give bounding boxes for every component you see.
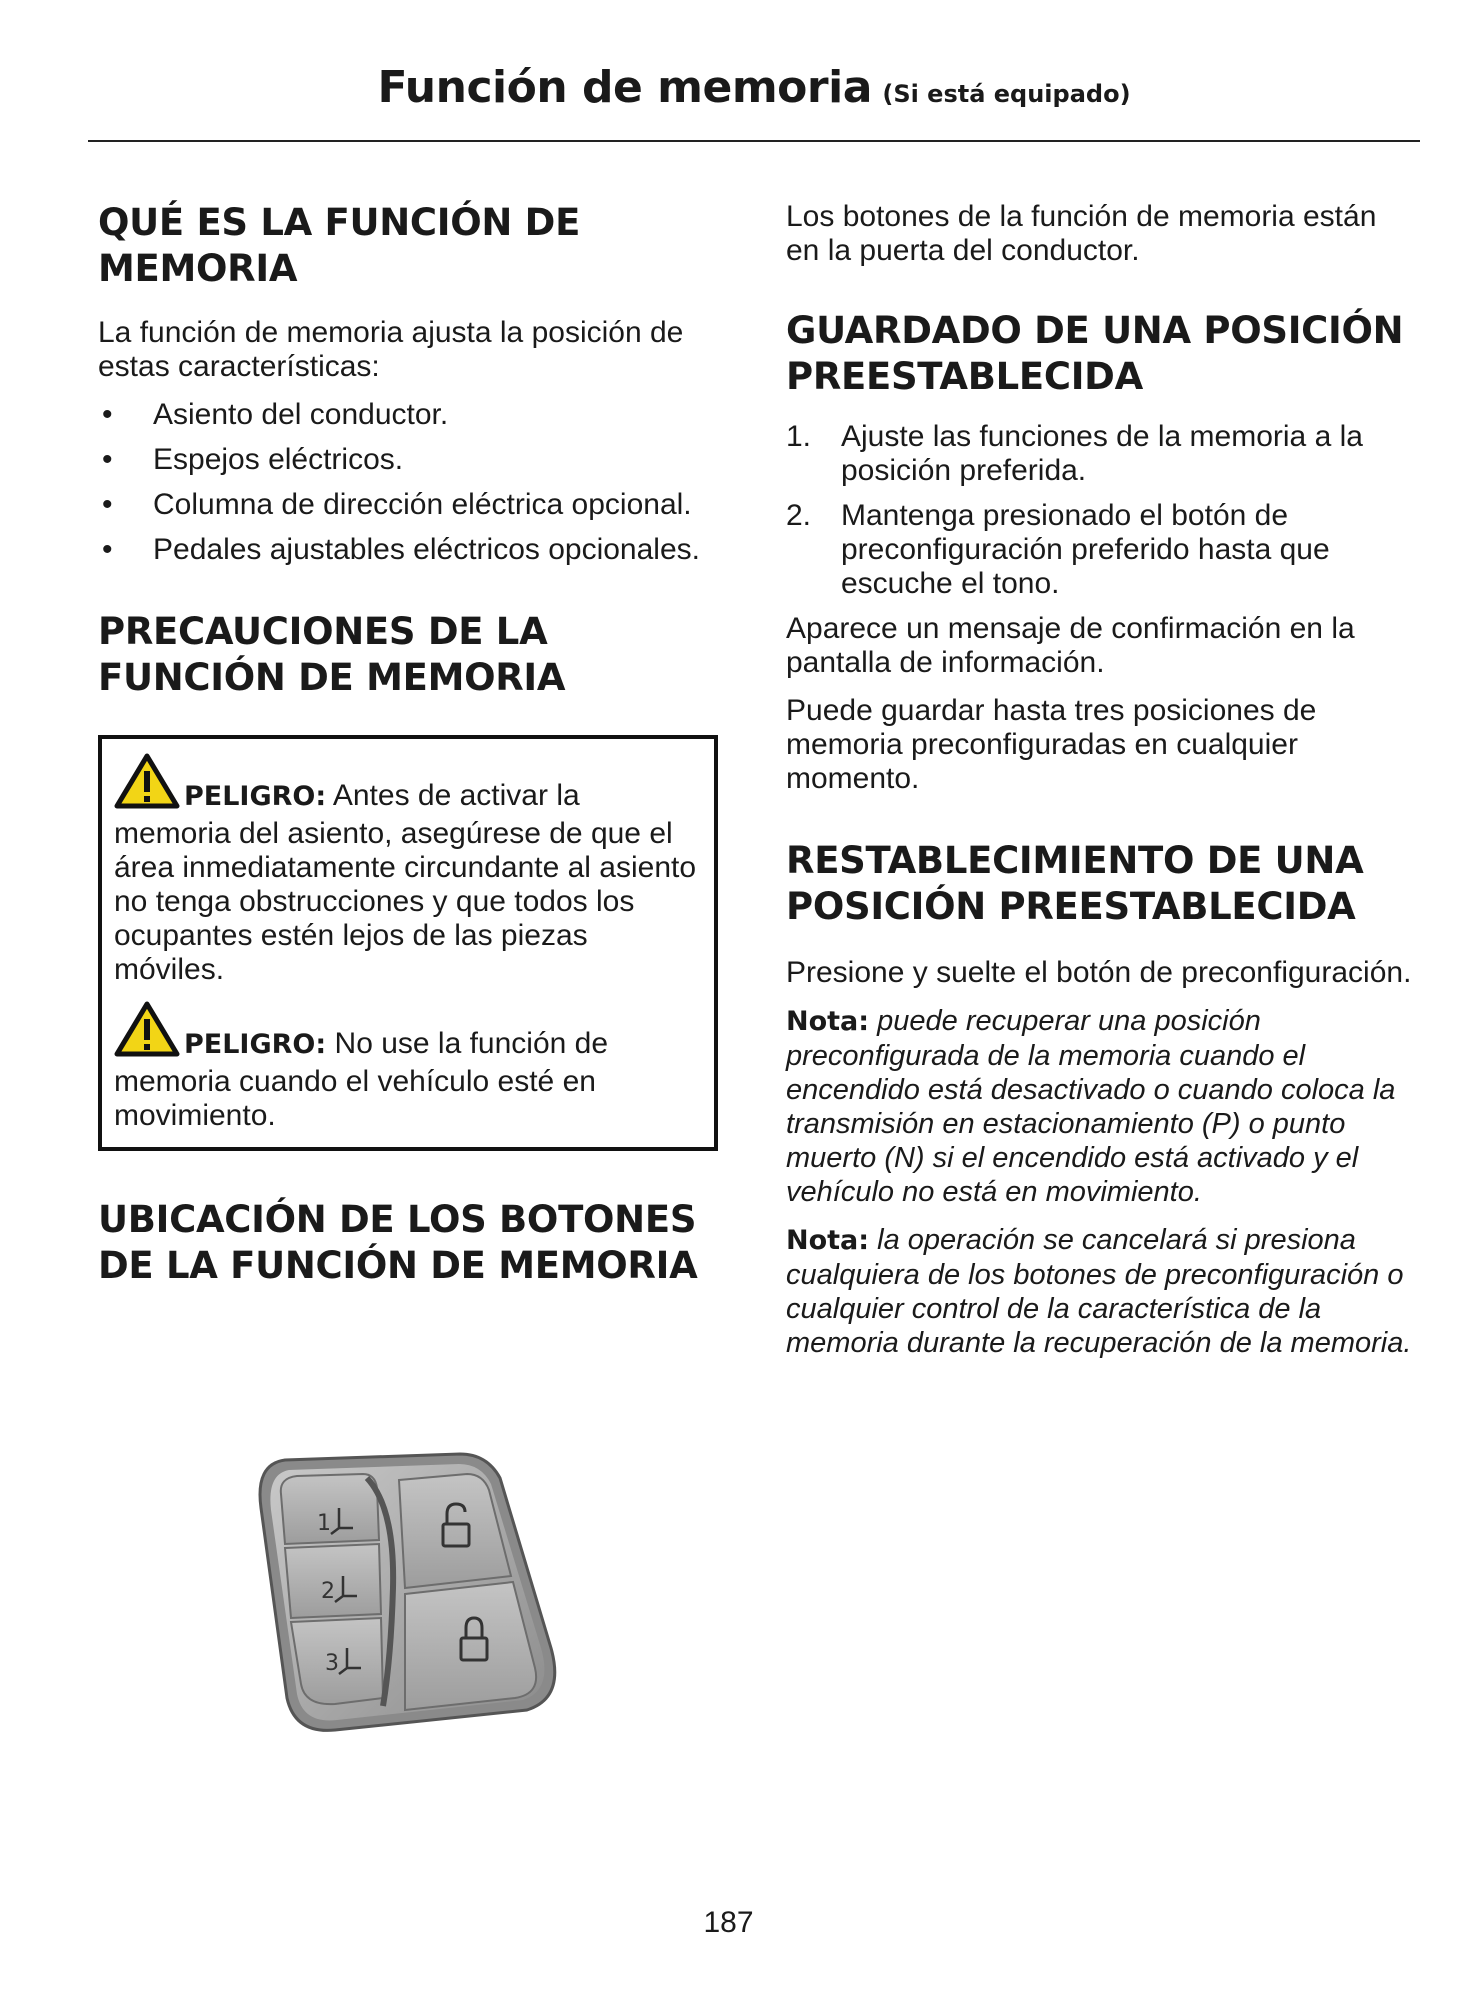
list-item: 2. Mantenga presionado el botón de preconfiguración preferido hasta que escuche el tono. [786, 499, 1330, 600]
note-paragraph: Nota: la operación se cancelará si presiona cualquiera de los botones de preconfiguración o cualquier control de la característica de la memoria durante la recuperación de la memoria. [786, 1224, 1412, 1359]
list-item: 1. Ajuste las funciones de la memoria a la posición preferida. [786, 420, 1363, 487]
section-heading-saving: GUARDADO DE UNA POSICIÓN PREESTABLECIDA [786, 309, 1404, 398]
list-item: • Asiento del conductor. [102, 398, 449, 431]
page-header [88, 58, 1420, 142]
warning-triangle-icon [114, 753, 180, 817]
note-label: Nota: [786, 1006, 870, 1037]
intro-paragraph: La función de memoria ajusta la posición de estas características: [98, 316, 684, 383]
warning-paragraph: PELIGRO: Antes de activar la memoria del asiento, asegúrese de que el área inmediatamente circundante al asiento no tenga obstrucciones y que todos los ocupantes estén lejos de las piezas móviles. [114, 753, 702, 987]
section-heading-what-is: QUÉ ES LA FUNCIÓN DE MEMORIA [98, 201, 581, 290]
warning-triangle-icon [114, 1001, 180, 1065]
preset-3-label: 3 [325, 1651, 339, 1676]
warning-label: PELIGRO: [184, 781, 327, 812]
note-label: Nota: [786, 1225, 870, 1256]
left-column [98, 200, 723, 1289]
memory-buttons-illustration [255, 1448, 575, 1748]
warning-paragraph: PELIGRO: No use la función de memoria cuando el vehículo esté en movimiento. [114, 1001, 702, 1133]
page-number: 187 [703, 1906, 754, 1939]
recall-paragraph: Presione y suelte el botón de preconfiguración. [786, 956, 1412, 989]
saving-steps [786, 420, 1416, 601]
note-paragraph: Nota: puede recuperar una posición preconfigurada de la memoria cuando el encendido está desactivado o cuando coloca la transmisión en estacionamiento (P) o punto muerto (N) si el encendido está activado y el vehículo no está en movimiento. [786, 1005, 1396, 1208]
list-item: • Espejos eléctricos. [102, 443, 404, 476]
confirmation-paragraph: Aparece un mensaje de confirmación en la pantalla de información. [786, 612, 1355, 679]
list-item: • Columna de dirección eléctrica opcional. [102, 488, 692, 521]
section-heading-button-location: UBICACIÓN DE LOS BOTONES DE LA FUNCIÓN DE MEMORIA [98, 1198, 698, 1287]
location-paragraph: Los botones de la función de memoria están en la puerta del conductor. [786, 200, 1377, 267]
features-list [98, 398, 723, 567]
page-title-qualifier: (Si está equipado) [882, 80, 1131, 108]
warning-label: PELIGRO: [184, 1029, 327, 1060]
preset-1-label: 1 [317, 1511, 331, 1536]
list-item: • Pedales ajustables eléctricos opcionales. [102, 533, 700, 566]
section-heading-precautions: PRECAUCIONES DE LA FUNCIÓN DE MEMORIA [98, 610, 566, 699]
capacity-paragraph: Puede guardar hasta tres posiciones de memoria preconfiguradas en cualquier momento. [786, 694, 1317, 795]
preset-2-label: 2 [321, 1579, 335, 1604]
page-title: Función de memoria [377, 62, 872, 113]
section-heading-recall: RESTABLECIMIENTO DE UNA POSICIÓN PREESTABLECIDA [786, 839, 1364, 928]
right-column [786, 200, 1416, 1374]
warning-box [98, 735, 718, 1151]
